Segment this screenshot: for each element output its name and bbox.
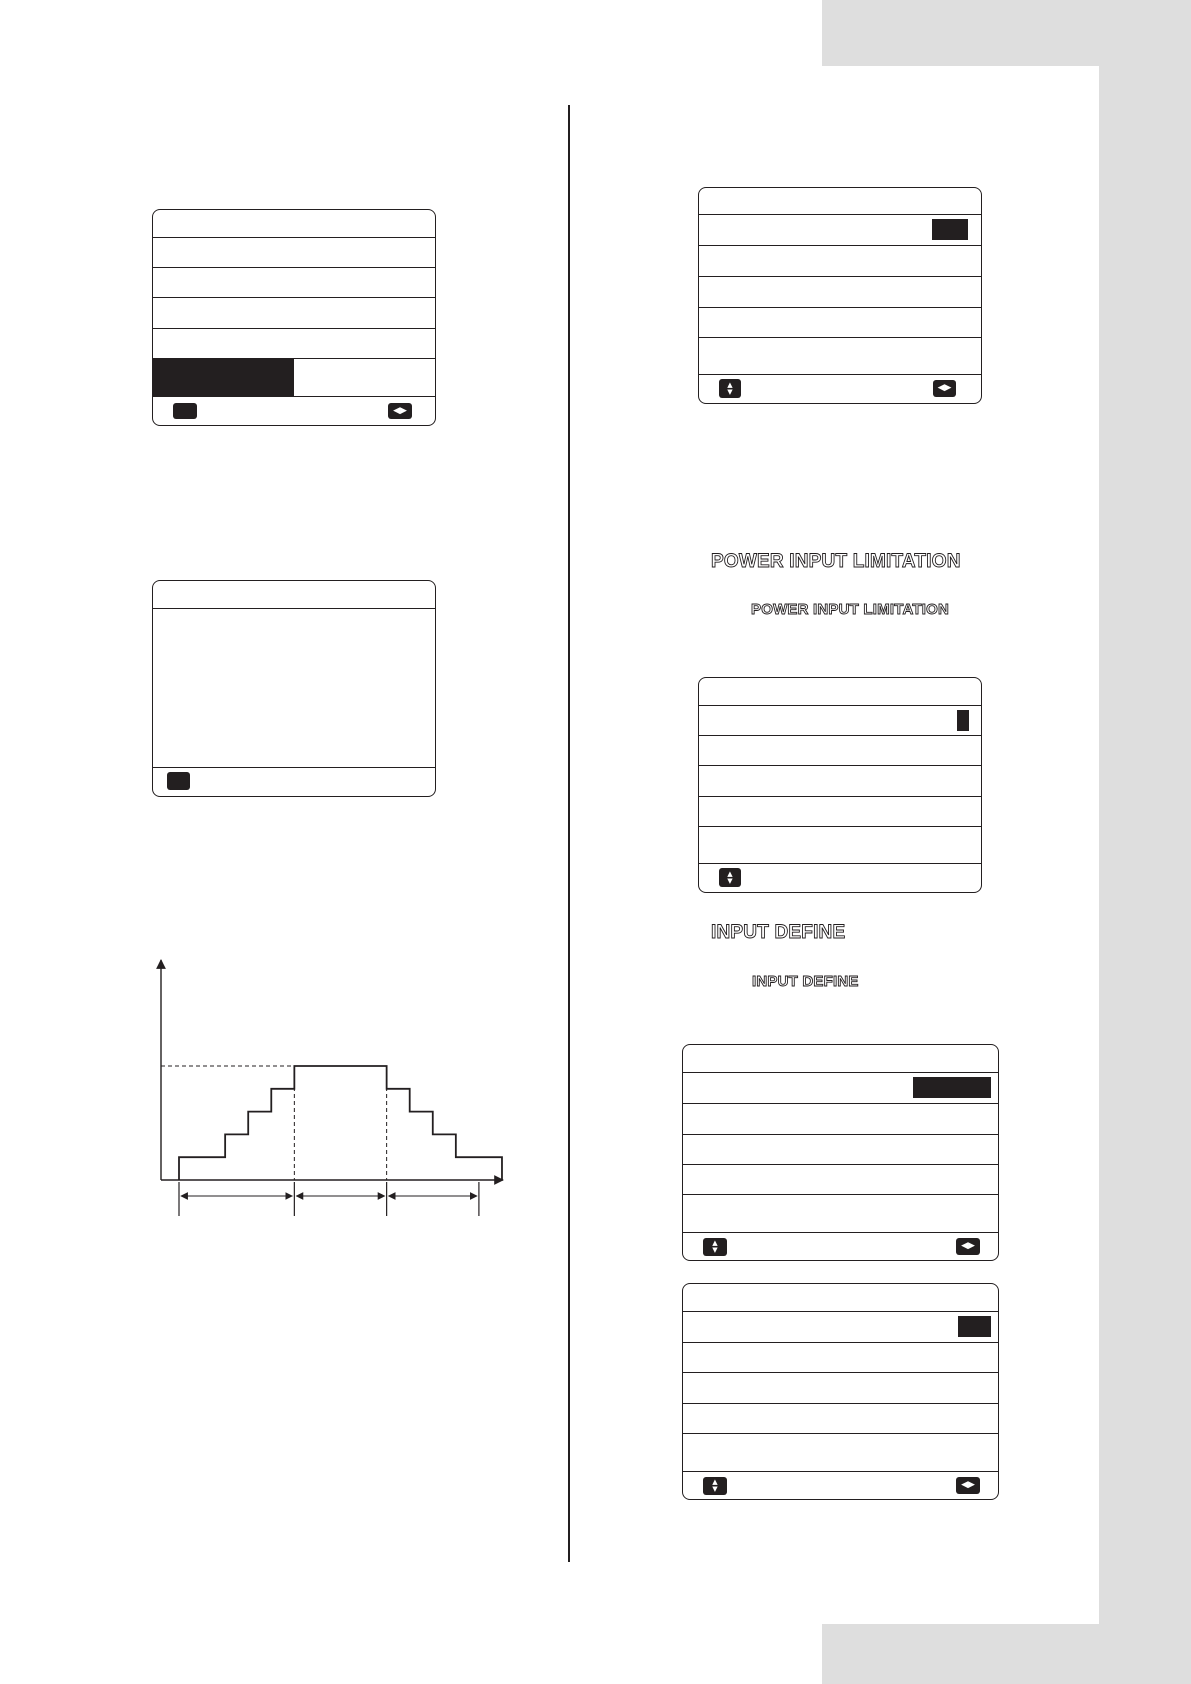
message-title-row xyxy=(153,581,435,609)
selected-value-highlight[interactable] xyxy=(958,1316,991,1337)
left-right-arrows-icon[interactable]: ◀▶ xyxy=(956,1238,980,1255)
settings-row[interactable] xyxy=(699,277,981,308)
menu-row-selection[interactable] xyxy=(153,359,435,397)
settings-row[interactable] xyxy=(699,338,981,375)
column-divider xyxy=(568,105,570,1562)
menu-row[interactable] xyxy=(153,238,435,268)
left-right-arrows-icon[interactable]: ◀▶ xyxy=(956,1477,980,1494)
settings-row[interactable] xyxy=(699,797,981,827)
left-right-arrows-icon[interactable]: ◀▶ xyxy=(933,380,956,397)
settings-row[interactable] xyxy=(699,706,981,736)
input-define-screen-1 xyxy=(682,1044,999,1261)
confirm-button[interactable] xyxy=(167,772,190,790)
settings-row[interactable] xyxy=(683,1073,998,1104)
confirm-button[interactable] xyxy=(173,403,197,419)
settings-row[interactable] xyxy=(683,1165,998,1195)
menu-row-title xyxy=(153,210,435,238)
settings-screen-c xyxy=(698,187,982,404)
settings-row[interactable] xyxy=(699,246,981,277)
selected-option-highlight[interactable] xyxy=(153,359,294,396)
settings-row[interactable] xyxy=(699,827,981,864)
up-down-arrows-icon[interactable]: ▲ ▼ xyxy=(719,379,741,398)
settings-row[interactable] xyxy=(683,1373,998,1404)
page-side-strip xyxy=(1099,0,1191,1684)
power-input-limitation-heading: POWER INPUT LIMITATION xyxy=(711,551,961,572)
up-down-arrows-icon[interactable]: ▲ ▼ xyxy=(703,1238,727,1256)
menu-row[interactable] xyxy=(153,298,435,329)
settings-row[interactable] xyxy=(683,1404,998,1434)
settings-row[interactable] xyxy=(699,308,981,338)
screen-title-row xyxy=(683,1045,998,1073)
screen-title-row xyxy=(683,1284,998,1312)
settings-row[interactable] xyxy=(683,1135,998,1165)
menu-row[interactable] xyxy=(153,329,435,359)
series-step-line xyxy=(179,1066,502,1180)
settings-row[interactable] xyxy=(683,1312,998,1343)
input-define-screen-2 xyxy=(682,1283,999,1500)
up-down-arrows-icon[interactable]: ▲ ▼ xyxy=(703,1477,727,1495)
settings-title-row xyxy=(699,188,981,215)
settings-row[interactable] xyxy=(683,1434,998,1472)
settings-row[interactable] xyxy=(699,766,981,797)
message-body xyxy=(153,609,435,768)
settings-row[interactable] xyxy=(683,1104,998,1135)
power-input-limitation-subheading: POWER INPUT LIMITATION xyxy=(751,601,949,618)
stepped-power-chart xyxy=(148,955,510,1217)
selected-value-highlight[interactable] xyxy=(913,1077,991,1098)
settings-row[interactable] xyxy=(699,215,981,246)
screen-title-row xyxy=(699,678,981,706)
input-define-subheading: INPUT DEFINE xyxy=(752,973,859,990)
message-screen xyxy=(152,580,436,797)
menu-screen-a xyxy=(152,209,436,426)
input-define-heading: INPUT DEFINE xyxy=(711,922,846,943)
left-right-arrows-icon[interactable]: ◀▶ xyxy=(388,403,412,419)
selected-value-highlight[interactable] xyxy=(957,710,969,731)
menu-row[interactable] xyxy=(153,268,435,298)
up-down-arrows-icon[interactable]: ▲ ▼ xyxy=(719,868,741,887)
page-bottom-tab xyxy=(822,1624,1191,1684)
settings-row[interactable] xyxy=(683,1195,998,1233)
power-input-limitation-screen xyxy=(698,677,982,893)
settings-row[interactable] xyxy=(699,736,981,766)
settings-row[interactable] xyxy=(683,1343,998,1373)
selected-value-highlight[interactable] xyxy=(932,219,968,240)
